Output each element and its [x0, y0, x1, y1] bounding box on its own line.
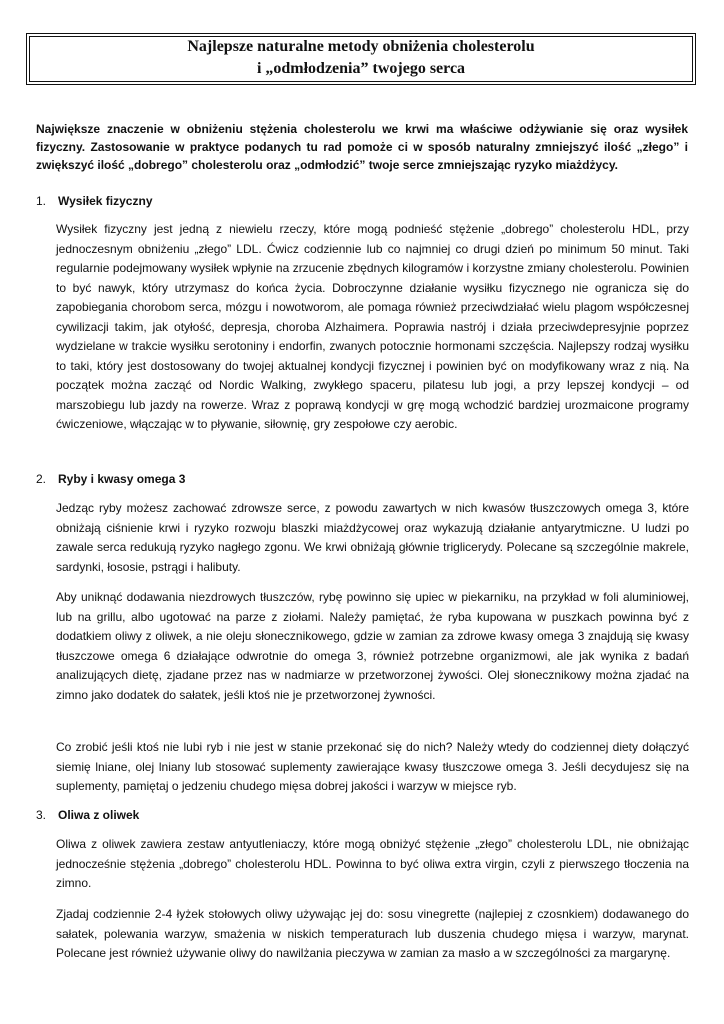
section-title: Wysiłek fizyczny	[58, 194, 153, 208]
section-1-paragraph-1: Wysiłek fizyczny jest jedną z niewielu rzeczy, które mogą podnieść stężenie „dobrego” cholesterolu HDL, przy jednoczesnym obniżeniu „złego” LDL. Ćwicz codziennie lub co najmniej co drugi dzień po minimum 50 minut. Taki regularnie podejmowany wysiłek wpłynie na zrzucenie zbędnych kilogramów i korzystne zmiany cholesterolu. Powinien to być nawyk, który utrzymasz do końca życia. Dobroczynne działanie wysiłku fizycznego nie ogranicza się do zapobiegania chorobom serca, mózgu i nowotworom, ale pomaga również przeciwdziałać wielu plagom współczesnej cywilizacji takim, jak otyłość, depresja, choroba Alzhaimera. Poprawia nastrój i działa przeciwdepresyjnie poprzez wydzielane w trakcie wysiłku serotoniny i endorfin, zwanych potocznie hormonami szczęścia. Najlepszy rodzaj wysiłku to taki, który jest dostosowany do twojej aktualnej kondycji fizycznej i powinien być on modyfikowany wraz z nią. Na początek można zacząć od Nordic Walking, zwykłego spaceru, pilatesu lub jogi, a przy lepszej kondycji – od marszobiegu lub jazdy na rowerze. Wraz z poprawą kondycji w grę mogą wchodzić bardziej urozmaicone programy ćwiczeniowe, włączając w to pływanie, siłownię, gry zespołowe czy aerobic.	[56, 222, 689, 431]
section-number: 2.	[36, 472, 47, 486]
section-2-paragraph-1: Jedząc ryby możesz zachować zdrowsze serce, z powodu zawartych w nich kwasów tłuszczowych omega 3, które obniżają ciśnienie krwi i ryzyko rozwoju blaszki miażdżycowej oraz wykazują działanie antyarytmiczne. U ludzi po zawale serca redukują ryzyko nagłego zgonu. We krwi obniżają głównie triglicerydy. Polecane są szczególnie makrele, sardynki, łososie, pstrągi i halibuty.	[56, 501, 689, 574]
intro-paragraph: Największe znaczenie w obniżeniu stężenia cholesterolu we krwi ma właściwe odżywianie się oraz wysiłek fizyczny. Zastosowanie w praktyce podanych tu rad pomoże ci w sposób naturalny zmniejszyć ilość „złego” i zwiększyć ilość „dobrego” cholesterolu oraz „odmłodzić” twoje serce zmniejszając ryzyko miażdżycy.	[36, 122, 688, 172]
section-number: 1.	[36, 194, 47, 208]
title-line-2: i „odmłodzenia” twojego serca	[256, 60, 466, 77]
section-2-paragraph-3: Co zrobić jeśli ktoś nie lubi ryb i nie jest w stanie przekonać się do nich? Należy wtedy do codziennej diety dołączyć siemię lniane, olej lniany lub stosować suplementy zawierające kwasy tłuszczowe omega 3. Jeśli decydujesz się na suplementy, pamiętaj o jedzeniu chudego mięsa dobrej jakości i warzyw w miejsce ryb.	[56, 740, 689, 793]
section-title: Ryby i kwasy omega 3	[58, 472, 186, 486]
section-heading-2	[36, 472, 185, 486]
section-3-paragraph-1: Oliwa z oliwek zawiera zestaw antyutleniaczy, które mogą obniżyć stężenie „złego” cholesterolu LDL, nie obniżając jednocześnie stężenia „dobrego” cholesterolu HDL. Powinna to być oliwa extra virgin, czyli z pierwszego tłoczenia na zimno.	[56, 837, 689, 890]
section-number: 3.	[36, 808, 47, 822]
section-2-paragraph-2: Aby uniknąć dodawania niezdrowych tłuszczów, rybę powinno się upiec w piekarniku, na przykład w foli aluminiowej, lub na grillu, albo ugotować na parze z ziołami. Należy pamiętać, że ryba kupowana w puszkach powinna być z dodatkiem oliwy z oliwek, a nie oleju słonecznikowego, gdzie w zamian za zdrowe kwasy omega 3 znajdują się kwasy tłuszczowe omega 6 działające odwrotnie do omega 3, również potrzebne organizmowi, ale jak wynika z badań analizujących dietę, zjadane przez nas w nadmiarze w przetworzonej żywości. Olej słonecznikowy można zjadać na zimno jako dodatek do sałatek, jeśli ktoś nie je przetworzonej żywności.	[56, 590, 689, 702]
section-title: Oliwa z oliwek	[58, 808, 140, 822]
title-line-1: Najlepsze naturalne metody obniżenia cholesterolu	[187, 38, 535, 55]
section-3-paragraph-2: Zjadaj codziennie 2-4 łyżek stołowych oliwy używając jej do: sosu vinegrette (najlepiej z czosnkiem) dodawanego do sałatek, polewania warzyw, smażenia w niskich temperaturach lub duszenia chudego mięsa i warzyw, marynat. Polecane jest również używanie oliwy do nawilżania pieczywa w zamian za masło a w szczególności za margarynę.	[56, 907, 689, 960]
title-box	[26, 33, 696, 85]
section-heading-3	[36, 808, 139, 822]
section-heading-1	[36, 194, 153, 208]
